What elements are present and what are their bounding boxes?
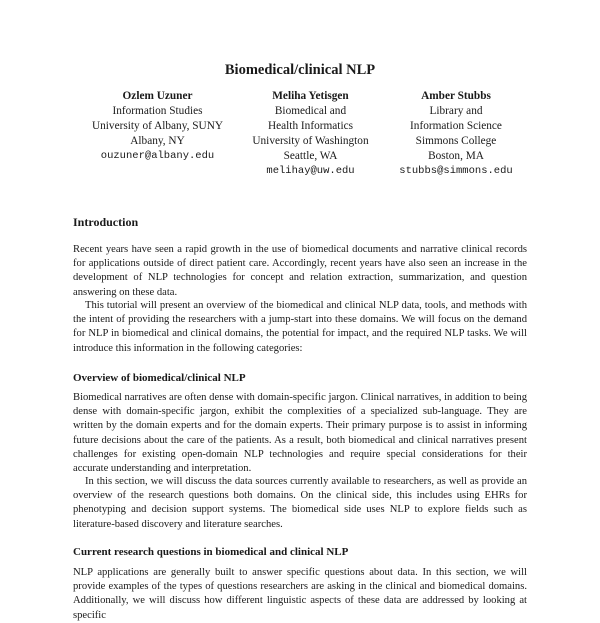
paragraph: Biomedical narratives are often dense with domain-specific jargon. Clinical narratives, in addition to being dense with domain-specific jargon, exhibit the complexities of a specialized sub-language. They are written by the domain experts and for the domain experts. Their primary purpose is to assist in informing future decisions about the care of the patients. As a result, both biomedical and clinical narratives present challenges for existing open-domain NLP technologies and require special considerations for their accurate understanding and interpretation. (73, 392, 527, 475)
author-affiliation-line: Biomedical and (274, 105, 347, 117)
author-affiliation-line: Library and (429, 105, 483, 117)
author-block (243, 89, 378, 179)
paragraph: In this section, we will discuss the data sources currently available to researchers, as well as provide an overview of the research questions both domains. On the clinical side, this includes using EHRs for phenotyping and decision support systems. The biomedical side uses NLP to explore fields such as literature-based discovery and literature searches. (73, 476, 527, 530)
author-affiliation-line: Information Studies (112, 105, 203, 117)
author-affiliation-line: Boston, MA (428, 150, 484, 162)
author-name: Amber Stubbs (421, 90, 491, 102)
author-email: melihay@uw.edu (266, 165, 355, 177)
paragraph: NLP applications are generally built to answer specific questions about data. In this section, we will provide examples of the types of questions researchers are asking in the clinical and biomedical domains. Additionally, we will discuss how different linguistic aspects of these data are addressed by looking at specific (73, 567, 527, 621)
author-affiliation-line: Health Informatics (267, 120, 353, 132)
subsection-heading-overview: Overview of biomedical/clinical NLP (73, 372, 246, 384)
author-name: Ozlem Uzuner (122, 90, 193, 102)
author-email: ouzuner@albany.edu (100, 150, 215, 162)
subsection-heading-current: Current research questions in biomedical and clinical NLP (73, 546, 349, 558)
author-name: Meliha Yetisgen (272, 90, 349, 102)
author-affiliation-line: Seattle, WA (283, 150, 338, 162)
author-affiliation-line: University of Washington (252, 135, 369, 147)
paper-title: Biomedical/clinical NLP (224, 62, 376, 78)
author-affiliation-line: Information Science (410, 120, 502, 132)
author-affiliation-line: Simmons College (415, 135, 497, 147)
author-email: stubbs@simmons.edu (399, 165, 513, 177)
author-block (386, 89, 526, 179)
paragraph: This tutorial will present an overview of the biomedical and clinical NLP data, tools, and methods with the intent of providing the researchers with a jump-start into these domains. We will focus on the demand for NLP in biomedical and clinical domains, the potential for impact, and the required NLP tasks. We will introduce this information in the following categories: (73, 300, 527, 354)
author-block (80, 89, 235, 164)
section-heading-introduction: Introduction (73, 215, 139, 229)
author-affiliation-line: Albany, NY (130, 135, 185, 147)
author-affiliation-line: University of Albany, SUNY (91, 120, 224, 132)
paragraph: Recent years have seen a rapid growth in the use of biomedical documents and narrative clinical records for applications outside of direct patient care. Accordingly, recent years have also seen an increase in the development of NLP technologies for concept and relation extraction, summarization, and question answering on these data. (73, 244, 527, 298)
